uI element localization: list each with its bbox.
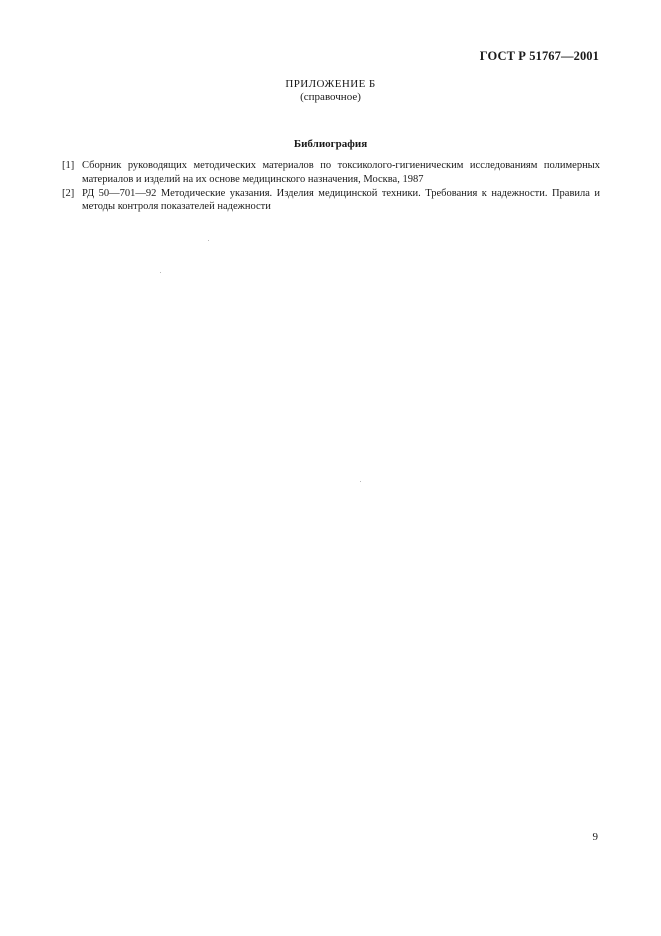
appendix-title: ПРИЛОЖЕНИЕ Б — [285, 78, 376, 90]
standard-code: ГОСТ Р 51767—2001 — [479, 49, 599, 63]
scan-speck — [160, 272, 161, 273]
bibliography-list — [62, 159, 600, 214]
bibliography-heading: Библиография — [293, 138, 368, 150]
scan-speck — [208, 240, 209, 241]
bibliography-item-text: РД 50—701—92 Методические указания. Изделия медицинской техники. Требования к надежности. Правила и методы контроля показателей надежности — [82, 187, 600, 213]
appendix-subtitle: (справочное) — [300, 91, 361, 103]
page-number: 9 — [592, 831, 598, 843]
scan-speck — [360, 481, 361, 482]
bibliography-item-number: [2] — [62, 187, 75, 199]
bibliography-item — [62, 159, 600, 186]
bibliography-item-text: Сборник руководящих методических материалов по токсиколого-гигиеническим исследованиям полимерных материалов и изделий на их основе медицинского назначения, Москва, 1987 — [82, 160, 600, 185]
bibliography-item — [62, 187, 600, 214]
bibliography-item-number: [1] — [62, 160, 75, 171]
